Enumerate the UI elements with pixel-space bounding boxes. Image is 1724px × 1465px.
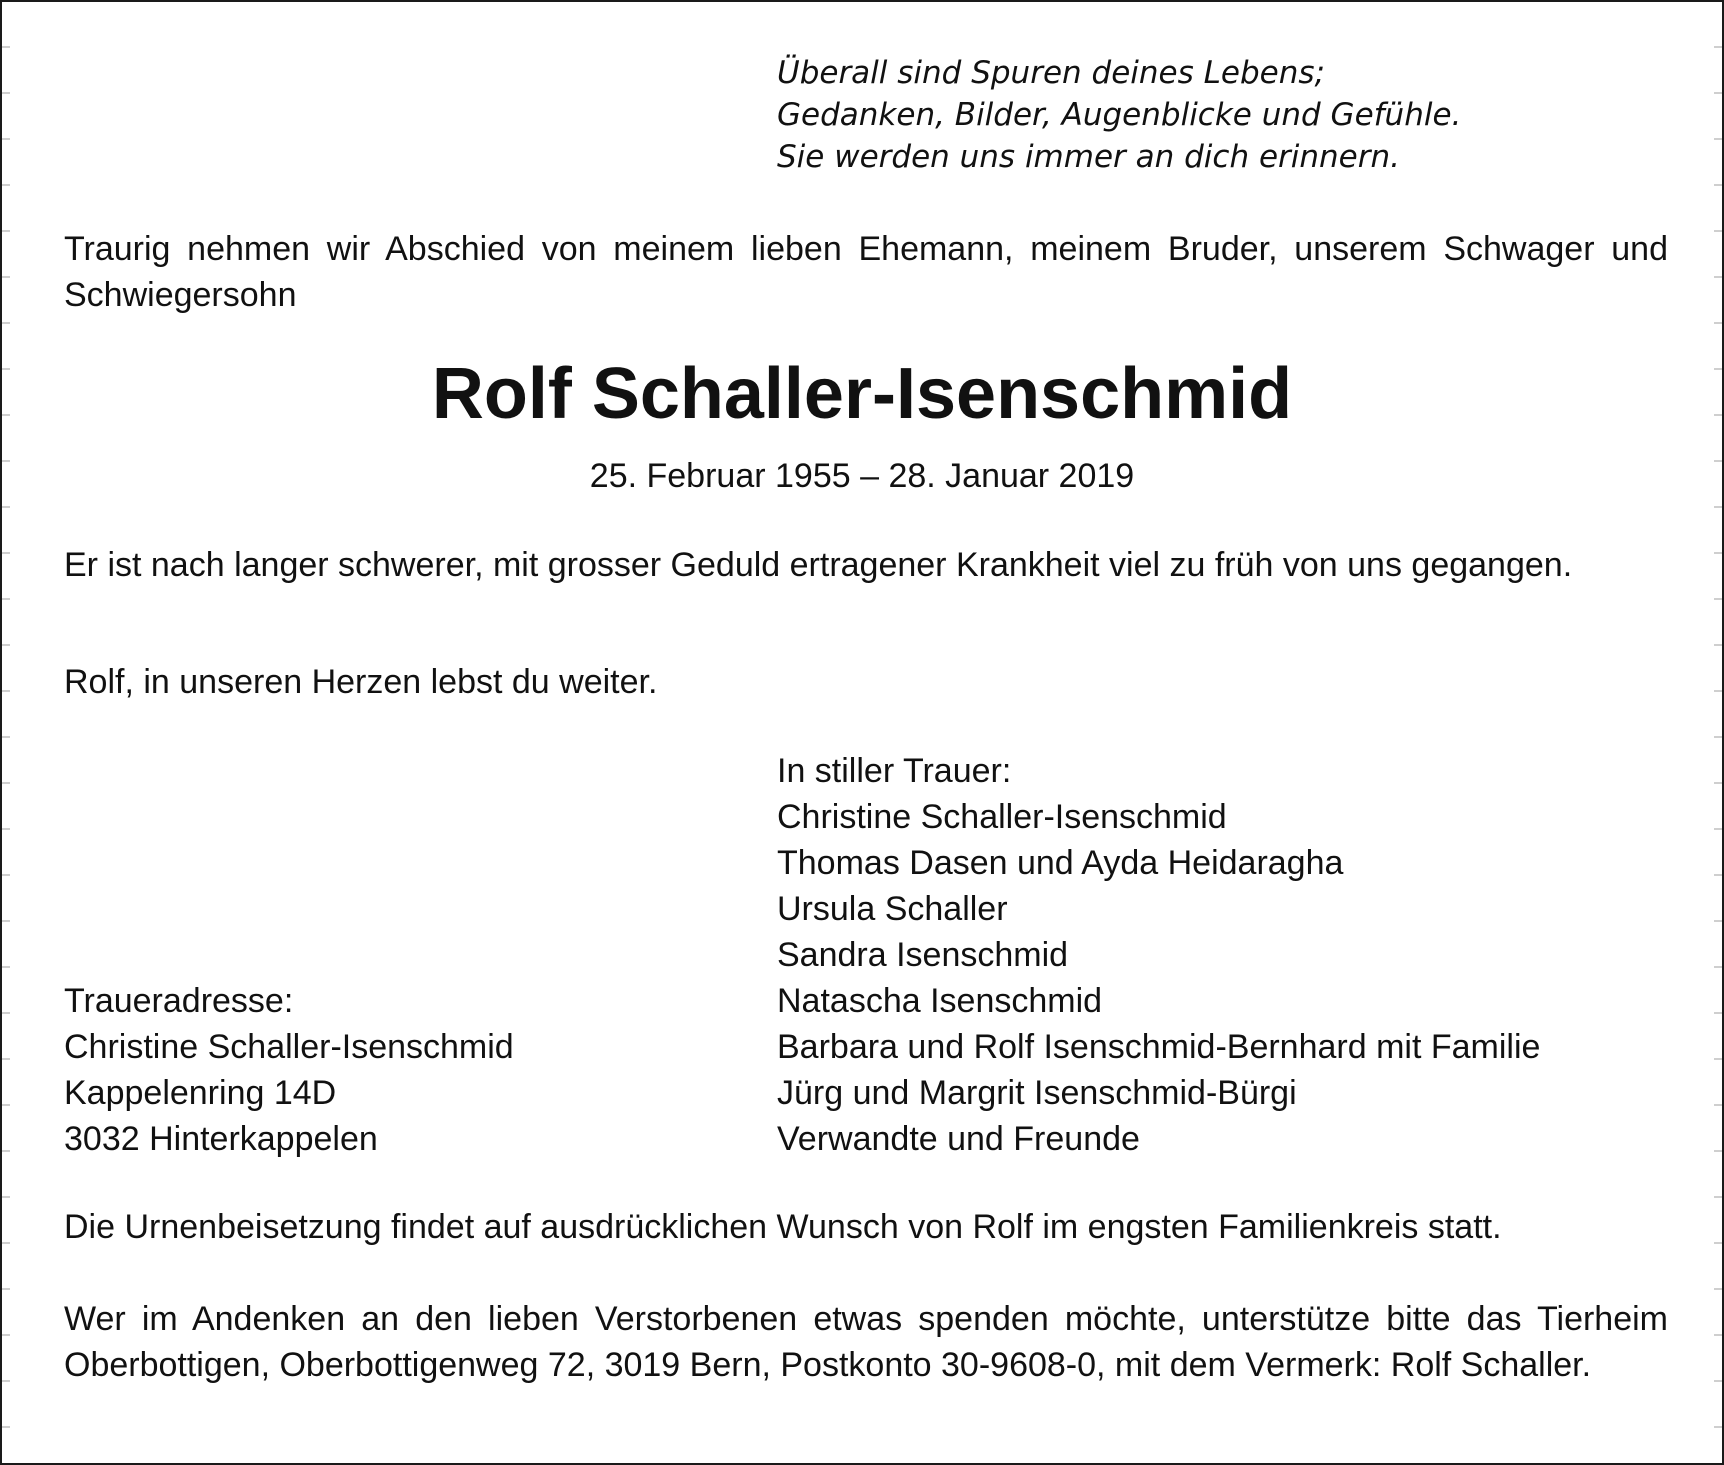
motto-line: Sie werden uns immer an dich erinnern. xyxy=(777,139,1400,175)
farewell-text: Rolf, in unseren Herzen lebst du weiter. xyxy=(64,663,658,701)
mourner-name: Verwandte und Freunde xyxy=(777,1120,1140,1158)
mourner-name: Sandra Isenschmid xyxy=(777,936,1069,974)
right-margin-strip xyxy=(1714,2,1722,1463)
mourners-heading: In stiller Trauer: xyxy=(777,752,1012,790)
life-dates: 25. Februar 1955 – 28. Januar 2019 xyxy=(589,457,1135,495)
address-heading: Traueradresse: xyxy=(64,982,294,1020)
motto-verse xyxy=(777,52,1461,178)
motto-line: Überall sind Spuren deines Lebens; xyxy=(777,55,1325,91)
mourner-name: Natascha Isenschmid xyxy=(777,982,1103,1020)
mourner-name: Jürg und Margrit Isenschmid-Bürgi xyxy=(777,1074,1297,1112)
mourner-name: Christine Schaller-Isenschmid xyxy=(777,798,1227,836)
burial-text: Die Urnenbeisetzung findet auf ausdrücklichen Wunsch von Rolf im engsten Familienkreis statt. xyxy=(64,1208,1502,1246)
address-name: Christine Schaller-Isenschmid xyxy=(64,1028,514,1066)
illness-text: Er ist nach langer schwerer, mit grosser Geduld ertragener Krankheit viel zu früh von uns gegangen. xyxy=(64,546,1573,584)
address-city: 3032 Hinterkappelen xyxy=(64,1120,378,1158)
address-street: Kappelenring 14D xyxy=(64,1074,337,1112)
motto-line: Gedanken, Bilder, Augenblicke und Gefühle. xyxy=(777,97,1462,133)
deceased-name: Rolf Schaller-Isenschmid xyxy=(431,354,1293,434)
mourners-list xyxy=(777,748,1540,1162)
mourner-name: Ursula Schaller xyxy=(777,890,1008,928)
mourning-address xyxy=(64,978,514,1162)
left-margin-strip xyxy=(2,2,10,1463)
mourner-name: Barbara und Rolf Isenschmid-Bernhard mit Familie xyxy=(777,1028,1541,1066)
donation-text: Wer im Andenken an den lieben Verstorbenen etwas spenden möchte, unterstütze bitte das Tierheim Oberbottigen, Oberbottigenweg 72, 3019 Bern, Postkonto 30-9608-0, mit dem Vermerk: Rolf Schaller. xyxy=(64,1300,1668,1384)
mourner-name: Thomas Dasen und Ayda Heidaragha xyxy=(777,844,1344,882)
intro-text: Traurig nehmen wir Abschied von meinem lieben Ehemann, meinem Bruder, unserem Schwager und Schwiegersohn xyxy=(64,230,1668,314)
